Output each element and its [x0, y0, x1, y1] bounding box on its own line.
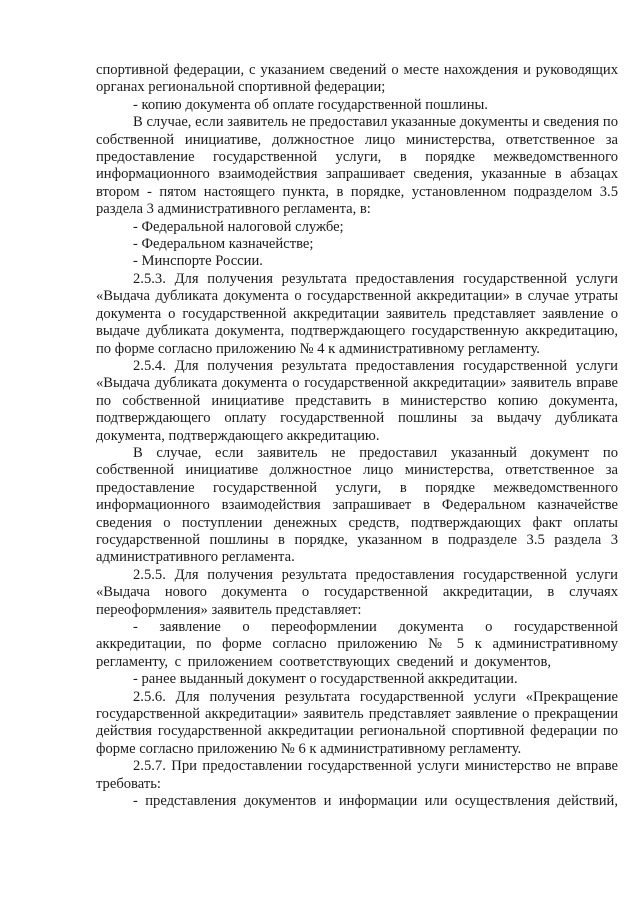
list-item-treasury: - Федеральном казначействе; [133, 236, 314, 253]
paragraph-2-5-5: 2.5.5. Для получения результата предоставления государственной услуги «Выдача нового документа о государственной аккредитации, в случаях переоформления» заявитель представляет: [96, 566, 618, 618]
list-item-minsport: - Минспорте России. [133, 253, 263, 270]
list-item-reissue-application: - заявление о переоформлении документа о государственной аккредитации, по форме согласно приложению № 5 к административному регламенту, с приложением соответствующих сведений и документов, [96, 619, 618, 670]
paragraph-2-5-4: 2.5.4. Для получения результата предоставления государственной услуги «Выдача дубликата документа о государственной аккредитации» заявитель вправе по собственной инициативе представить в министерство копию документа, подтверждающего оплату государственной пошлины за выдачу дубликата документа, подтверждающего аккредитацию. [96, 357, 618, 444]
list-item-prohibited-requirements: - представления документов и информации или осуществления действий, [133, 793, 618, 810]
document-page [96, 62, 618, 810]
list-item-fee-receipt: - копию документа об оплате государственной пошлины. [133, 96, 488, 113]
paragraph-continuation: спортивной федерации, с указанием сведений о месте нахождения и руководящих органах региональной спортивной федерации; [96, 62, 618, 96]
paragraph-2-5-6: 2.5.6. Для получения результата государственной услуги «Прекращение государственной аккредитации» заявитель представляет заявление о прекращении действия государственной аккредитации региональной спортивной федерации по форме согласно приложению № 6 к административному регламенту. [96, 688, 618, 757]
list-item-tax-service: - Федеральной налоговой службе; [133, 218, 344, 235]
paragraph-2-5-4-fee-request: В случае, если заявитель не предоставил указанный документ по собственной инициативе должностное лицо министерства, ответственное за предоставление государственной услуги, в порядке межведомственного информационного взаимодействия запрашивает в Федеральном казначействе сведения о поступлении денежных средств, подтверждающих факт оплаты государственной пошлины в порядке, указанном в подразделе 3.5 раздела 3 административного регламента. [96, 444, 618, 566]
paragraph-2-5-7: 2.5.7. При предоставлении государственной услуги министерство не вправе требовать: [96, 758, 618, 792]
paragraph-interagency-request: В случае, если заявитель не предоставил указанные документы и сведения по собственной инициативе, должностное лицо министерства, ответственное за предоставление государственной услуги, в порядке межведомственного информационного взаимодействия запрашивает сведения, указанные в абзацах втором - пятом настоящего пункта, в порядке, установленном подразделом 3.5 раздела 3 административного регламента, в: [96, 114, 618, 218]
paragraph-2-5-3: 2.5.3. Для получения результата предоставления государственной услуги «Выдача дубликата документа о государственной аккредитации» в случае утраты документа о государственной аккредитации заявитель представляет заявление о выдаче дубликата документа, подтверждающего государственную аккредитацию, по форме согласно приложению № 4 к административному регламенту. [96, 270, 618, 357]
list-item-previous-document: - ранее выданный документ о государственной аккредитации. [133, 671, 518, 688]
